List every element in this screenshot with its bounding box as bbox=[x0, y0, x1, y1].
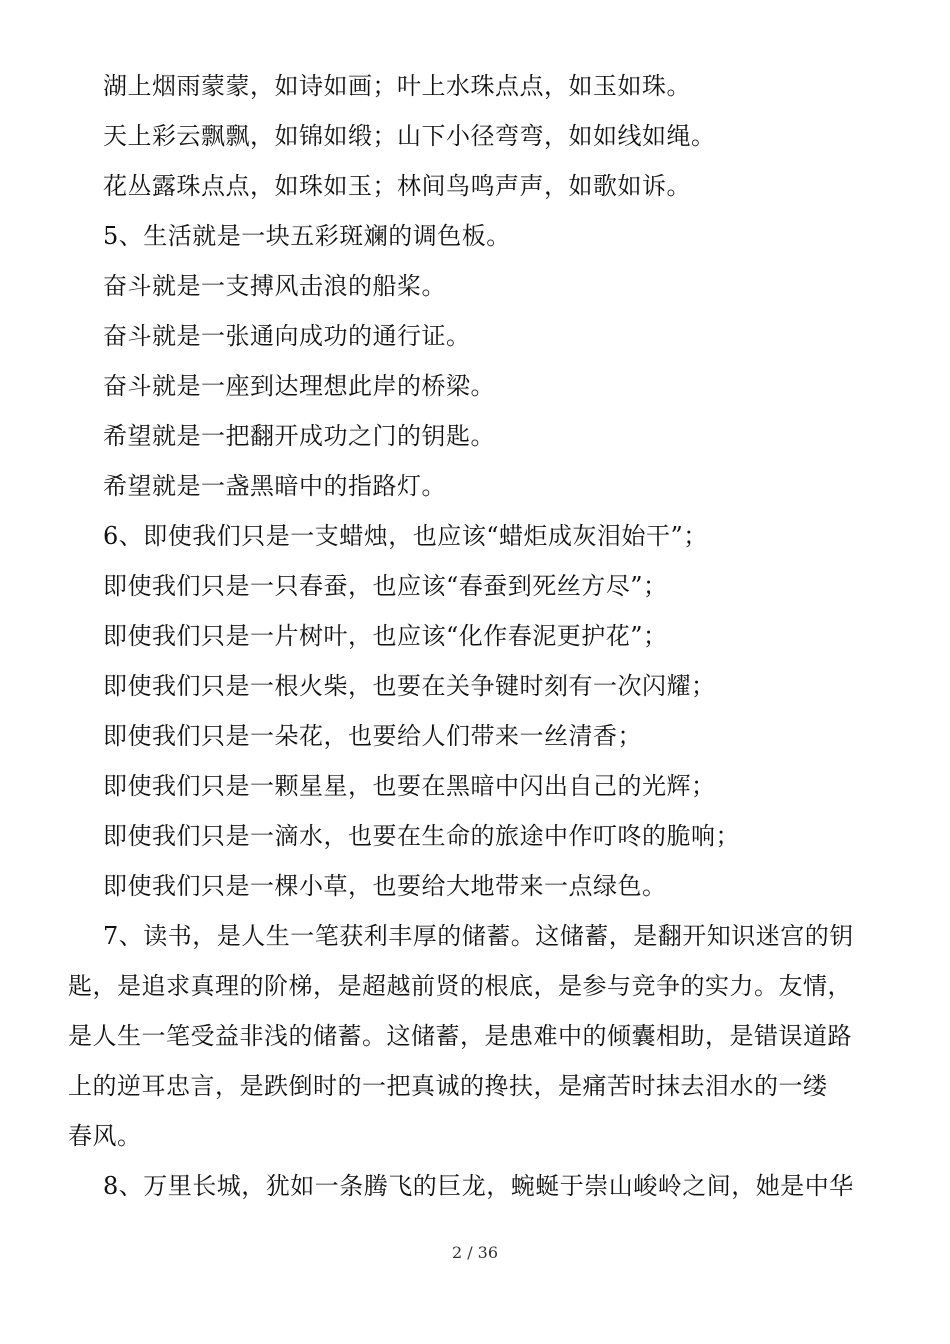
text-line: 希望就是一盏黑暗中的指路灯。 bbox=[103, 472, 446, 500]
text-line: 6、即使我们只是一支蜡烛，也应该“蜡炬成灰泪始干”； bbox=[103, 522, 708, 550]
text-line: 即使我们只是一根火柴，也要在关争键时刻有一次闪耀； bbox=[103, 672, 716, 700]
text-line: 即使我们只是一棵小草，也要给大地带来一点绿色。 bbox=[103, 872, 667, 900]
text-line: 7、读书，是人生一笔获利丰厚的储蓄。这储蓄，是翻开知识迷宫的钥 bbox=[103, 922, 854, 950]
text-line: 即使我们只是一片树叶，也应该“化作春泥更护花”； bbox=[103, 622, 668, 650]
text-line: 天上彩云飘飘，如锦如缎；山下小径弯弯，如如线如绳。 bbox=[103, 122, 716, 150]
text-line: 希望就是一把翻开成功之门的钥匙。 bbox=[103, 422, 495, 450]
page-number: 2 / 36 bbox=[451, 1243, 499, 1262]
text-line: 即使我们只是一只春蚕，也应该“春蚕到死丝方尽”； bbox=[103, 572, 668, 600]
text-line: 湖上烟雨蒙蒙，如诗如画；叶上水珠点点，如玉如珠。 bbox=[103, 72, 691, 100]
text-line: 即使我们只是一颗星星，也要在黑暗中闪出自己的光辉； bbox=[103, 772, 716, 800]
text-line: 奋斗就是一支搏风击浪的船桨。 bbox=[103, 272, 446, 300]
text-line: 即使我们只是一朵花，也要给人们带来一丝清香； bbox=[103, 722, 642, 750]
text-line: 上的逆耳忠言，是跌倒时的一把真诚的搀扶，是痛苦时抹去泪水的一缕 bbox=[68, 1072, 828, 1100]
text-line: 奋斗就是一张通向成功的通行证。 bbox=[103, 322, 471, 350]
text-line: 花丛露珠点点，如珠如玉；林间鸟鸣声声，如歌如诉。 bbox=[103, 172, 691, 200]
text-line: 8、万里长城，犹如一条腾飞的巨龙，蜿蜒于崇山峻岭之间，她是中华 bbox=[103, 1172, 854, 1200]
text-line: 匙，是追求真理的阶梯，是超越前贤的根底，是参与竞争的实力。友情， bbox=[68, 972, 852, 1000]
text-line: 即使我们只是一滴水，也要在生命的旅途中作叮咚的脆响； bbox=[103, 822, 740, 850]
text-line: 是人生一笔受益非浅的储蓄。这储蓄，是患难中的倾囊相助，是错误道路 bbox=[68, 1022, 852, 1050]
text-line: 奋斗就是一座到达理想此岸的桥梁。 bbox=[103, 372, 495, 400]
text-line: 5、生活就是一块五彩斑斓的调色板。 bbox=[103, 222, 511, 250]
text-line: 春风。 bbox=[68, 1122, 142, 1150]
